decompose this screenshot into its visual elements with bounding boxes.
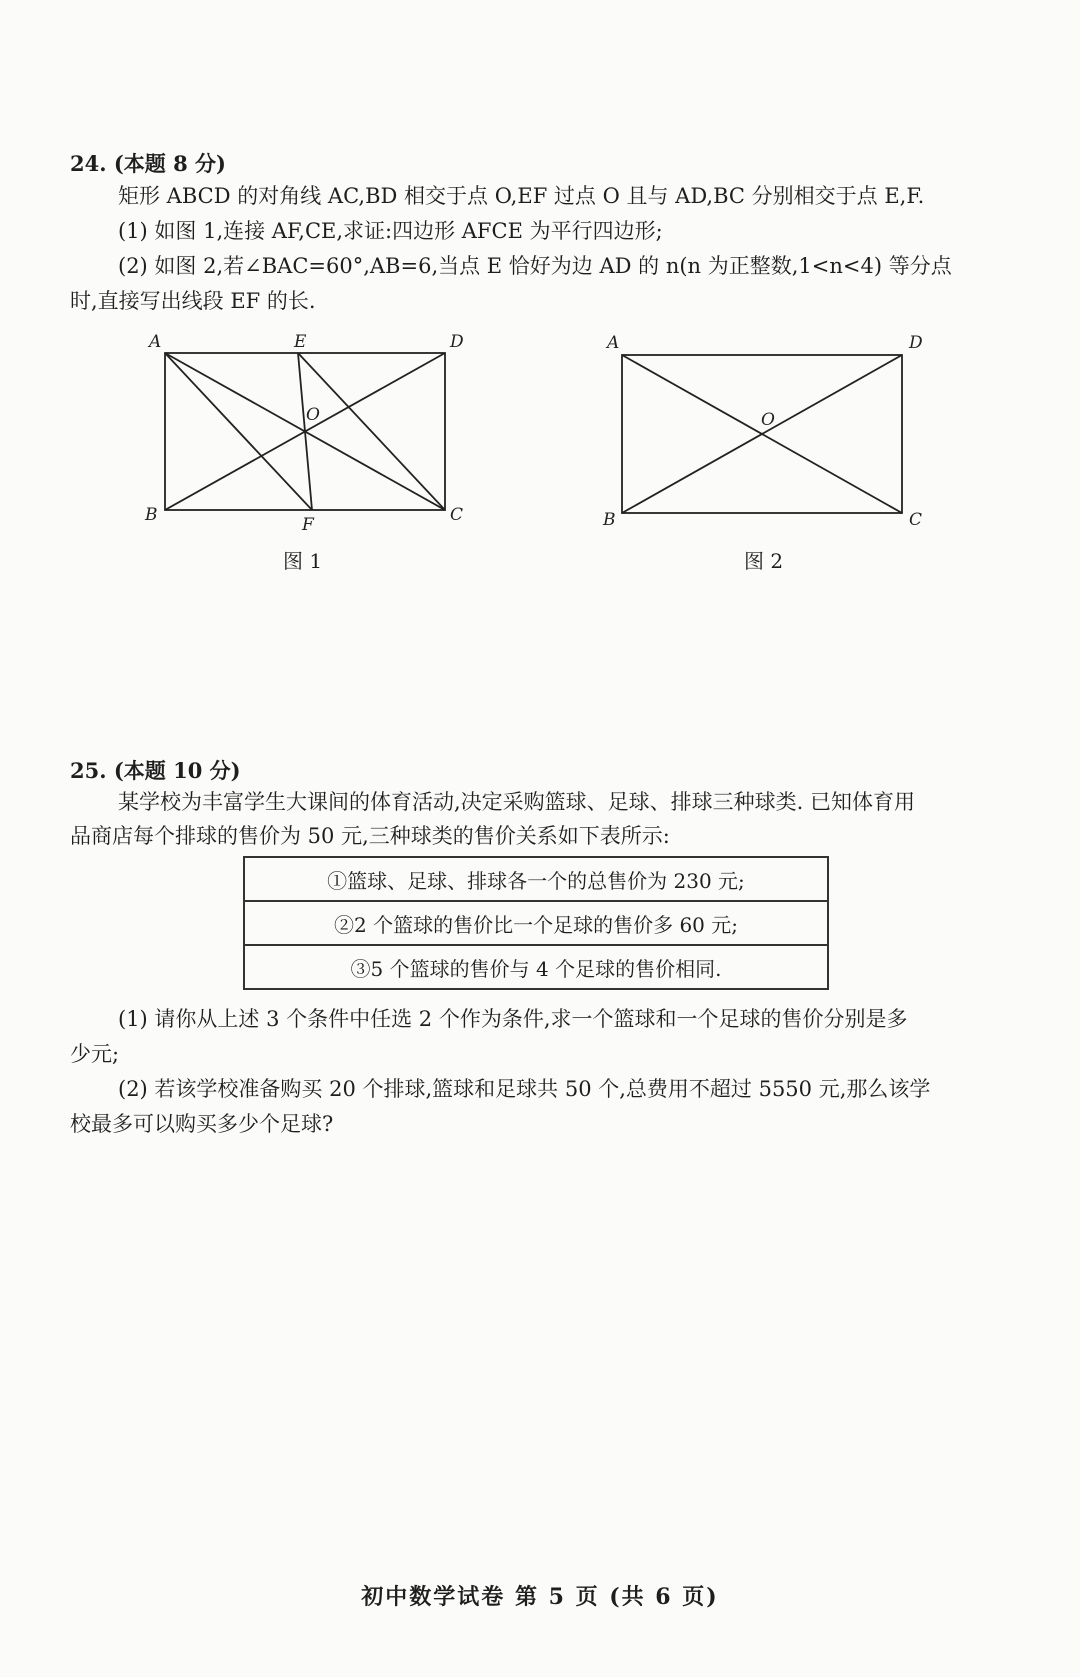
conditions-table bbox=[243, 856, 829, 990]
fig1-label-f: F bbox=[302, 515, 314, 535]
q24-heading: 24. (本题 8 分) bbox=[70, 151, 226, 176]
figure-1-diagram bbox=[140, 325, 470, 535]
q25-heading: 25. (本题 10 分) bbox=[70, 758, 241, 783]
q25-part2-line2: 校最多可以购买多少个足球? bbox=[70, 1112, 334, 1136]
fig1-label-d: D bbox=[450, 332, 464, 352]
segment-ce bbox=[298, 353, 445, 510]
q25-part1-line2: 少元; bbox=[70, 1042, 120, 1066]
figure-2-diagram bbox=[595, 325, 935, 535]
q25-stem-line2: 品商店每个排球的售价为 50 元,三种球类的售价关系如下表所示: bbox=[70, 824, 670, 848]
segment-ef bbox=[298, 353, 312, 510]
fig1-label-o: O bbox=[306, 405, 320, 425]
fig1-label-c: C bbox=[450, 505, 464, 525]
table-row bbox=[244, 857, 828, 901]
condition-2: ②2 个篮球的售价比一个足球的售价多 60 元; bbox=[244, 901, 828, 945]
q24-part1: (1) 如图 1,连接 AF,CE,求证:四边形 AFCE 为平行四边形; bbox=[118, 219, 663, 243]
condition-1: ①篮球、足球、排球各一个的总售价为 230 元; bbox=[244, 857, 828, 901]
q24-stem: 矩形 ABCD 的对角线 AC,BD 相交于点 O,EF 过点 O 且与 AD,BC 分别相交于点 E,F. bbox=[118, 184, 925, 208]
fig2-label-c: C bbox=[909, 510, 923, 530]
fig1-label-e: E bbox=[294, 332, 307, 352]
fig1-caption: 图 1 bbox=[283, 549, 323, 573]
q24-part2-line1: (2) 如图 2,若∠BAC=60°,AB=6,当点 E 恰好为边 AD 的 n(n 为正整数,1<n<4) 等分点 bbox=[118, 254, 952, 278]
fig2-label-a: A bbox=[607, 333, 620, 353]
table-row bbox=[244, 901, 828, 945]
q25-part2-line1: (2) 若该学校准备购买 20 个排球,篮球和足球共 50 个,总费用不超过 5550 元,那么该学 bbox=[118, 1077, 931, 1101]
figure-2 bbox=[595, 325, 935, 539]
fig1-label-b: B bbox=[145, 505, 158, 525]
page-footer: 初中数学试卷 第 5 页 (共 6 页) bbox=[361, 1584, 719, 1610]
table-row bbox=[244, 945, 828, 989]
condition-3: ③5 个篮球的售价与 4 个足球的售价相同. bbox=[244, 945, 828, 989]
fig1-label-a: A bbox=[149, 332, 162, 352]
fig2-label-b: B bbox=[603, 510, 616, 530]
fig2-label-d: D bbox=[909, 333, 923, 353]
q24-part2-line2: 时,直接写出线段 EF 的长. bbox=[70, 289, 316, 313]
q25-stem-line1: 某学校为丰富学生大课间的体育活动,决定采购篮球、足球、排球三种球类. 已知体育用 bbox=[118, 790, 916, 814]
segment-af bbox=[165, 353, 312, 510]
figure-1 bbox=[140, 325, 470, 539]
q25-part1-line1: (1) 请你从上述 3 个条件中任选 2 个作为条件,求一个篮球和一个足球的售价分别是多 bbox=[118, 1007, 908, 1031]
fig2-caption: 图 2 bbox=[744, 549, 784, 573]
fig2-label-o: O bbox=[761, 410, 775, 430]
